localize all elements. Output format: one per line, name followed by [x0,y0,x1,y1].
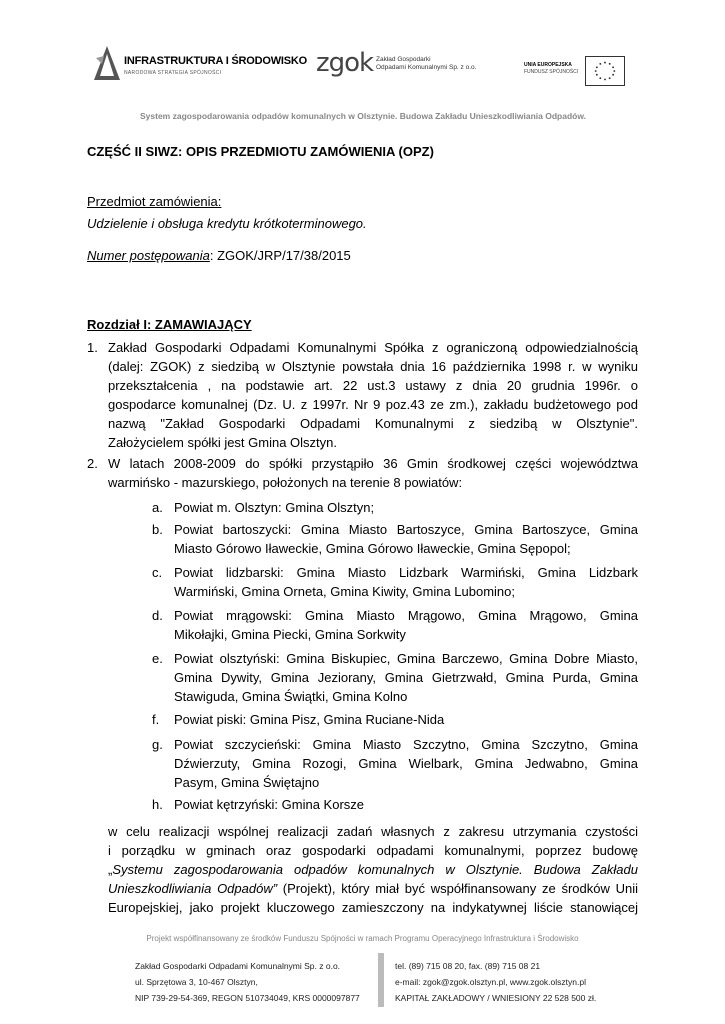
infra-subtitle: NARODOWA STRATEGIA SPÓJNOŚCI [124,70,222,76]
infra-title: INFRASTRUKTURA I ŚRODOWISKO [124,55,308,67]
item-1-line: Zakład Gospodarki Odpadami Komunalnymi Spółka z ograniczoną odpowiedzialnością [108,340,638,355]
item-1-paragraph [108,338,638,452]
sub-item-line: Powiat m. Olsztyn: Gmina Olsztyn; [174,500,375,515]
closing-project-name: Systemu zagospodarowania odpadów komunalnych w Olsztynie. Budowa Zakładu [112,862,638,877]
sub-item-line: Powiat piski: Gmina Pisz, Gmina Ruciane-Nida [174,712,445,727]
item-1-line: Założycielem spółki jest Gmina Olsztyn. [108,435,338,450]
sub-item-letter: g. [152,737,163,752]
sub-item-line: Powiat mrągowski: Gmina Miasto Mrągowo, Gmina Mrągowo, Gmina [174,608,638,623]
subject-text: Udzielenie i obsługa kredytu krótkoterminowego. [87,216,367,231]
footer-contact-info [395,958,596,1006]
sub-item-line: Pasym, Gmina Świętajno [174,775,320,790]
sub-item-d [174,606,638,644]
item-1-line: przekształcenia , na podstawie art. 22 ust.3 ustawy z dnia 20 grudnia 1996r. o [108,378,638,393]
sub-item-line: Warmiński, Gmina Orneta, Gmina Kiwity, Gmina Lubomino; [174,584,515,599]
item-1-number: 1. [87,340,98,355]
item-1-line: nazwą "Zakład Gospodarki Odpadami Komunalnymi z siedzibą w Olsztynie". [108,416,638,431]
closing-line: i porządku w gminach oraz gospodarki odpadami komunalnymi, poprzez budowę [108,843,638,858]
closing-quote-open: „ [108,862,113,877]
sub-item-g [174,735,638,792]
funding-footer-line: Projekt współfinansowany ze środków Funduszu Spójności w ramach Programu Operacyjnego Infrastruktura i Środowisko [146,934,579,943]
zgok-name-line-1: Zakład Gospodarki [376,56,431,63]
infrastruktura-emblem-icon [92,44,122,84]
footer-phone: tel. (89) 715 08 20, fax. (89) 715 08 21 [395,961,541,971]
eu-flag-icon [585,56,625,86]
zgok-logo [316,48,486,86]
sub-item-letter: a. [152,500,163,515]
sub-item-line: Gmina Dywity, Gmina Jeziorany, Gmina Gietrzwałd, Gmina Purda, Gmina [174,670,638,685]
eu-fund-label: FUNDUSZ SPÓJNOŚCI [524,69,579,75]
eu-label: UNIA EUROPEJSKA [524,62,572,68]
sub-item-line: Stawiguda, Gmina Świątki, Gmina Kolno [174,689,408,704]
procedure-number-label: Numer postępowania [87,248,210,263]
sub-item-a [174,498,638,517]
footer-address: ul. Sprzętowa 3, 10-467 Olsztyn, [135,977,258,987]
procedure-number-value: : ZGOK/JRP/17/38/2015 [209,248,351,263]
zgok-name-line-2: Odpadami Komunalnymi Sp. z o.o. [376,64,477,71]
closing-line [108,860,638,879]
sub-item-letter: e. [152,651,163,666]
subject-label: Przedmiot zamówienia: [87,194,222,209]
eu-logo [520,56,630,86]
chapter-heading: Rozdział I: ZAMAWIAJĄCY [87,317,252,332]
sub-item-line: Powiat kętrzyński: Gmina Korsze [174,797,365,812]
sub-item-line: Powiat lidzbarski: Gmina Miasto Lidzbark Warmiński, Gmina Lidzbark [174,565,638,580]
closing-line-rest: (Projekt), który miał być współfinansowany ze środków Unii [277,881,639,896]
sub-item-letter: h. [152,797,163,812]
document-title: CZĘŚĆ II SIWZ: OPIS PRZEDMIOTU ZAMÓWIENIA (OPZ) [87,144,434,159]
project-header-line: System zagospodarowania odpadów komunalnych w Olsztynie. Budowa Zakładu Unieszkodliwiania Odpadów. [139,111,586,121]
footer-divider [378,953,384,1007]
sub-item-letter: d. [152,608,163,623]
item-2-line: W latach 2008-2009 do spółki przystąpiło 36 Gmin środkowej części województwa [108,456,638,471]
sub-item-b [174,520,638,558]
sub-item-line: Powiat bartoszycki: Gmina Miasto Bartoszyce, Gmina Bartoszyce, Gmina [174,522,638,537]
procedure-number [87,246,351,265]
infrastruktura-logo [92,44,308,86]
sub-item-letter: b. [152,522,163,537]
item-1-line: gospodarce komunalnej (Dz. U. z 1997r. Nr 9 poz.43 ze zm.), zakładu budżetowego pod [108,397,638,412]
footer-email-www: e-mail: zgok@zgok.olsztyn.pl, www.zgok.olsztyn.pl [395,977,586,987]
item-2-number: 2. [87,456,98,471]
zgok-wordmark: zgok [316,48,374,78]
closing-project-name-cont: Unieszkodliwiania Odpadów” [108,881,278,896]
sub-item-line: Powiat szczycieński: Gmina Miasto Szczytno, Gmina Szczytno, Gmina [174,737,638,752]
item-2-line: warmińsko - mazurskiego, położonych na terenie 8 powiatów: [108,475,463,490]
sub-item-line: Mikołajki, Gmina Piecki, Gmina Sorkwity [174,627,406,642]
closing-line [108,879,638,898]
closing-line: w celu realizacji wspólnej realizacji zadań własnych z zakresu utrzymania czystości [108,824,638,839]
sub-item-letter: c. [152,565,163,580]
item-1-line: (dalej: ZGOK) z siedzibą w Olsztynie powstała dnia 16 października 1998 r. w wyniku [108,359,638,374]
footer-registration: NIP 739-29-54-369, REGON 510734049, KRS 0000097877 [135,993,360,1003]
footer-company-info [135,958,360,1006]
sub-item-line: Miasto Górowo Iławeckie, Gmina Górowo Iławeckie, Gmina Sępopol; [174,541,571,556]
sub-item-letter: f. [152,712,160,727]
footer-company-name: Zakład Gospodarki Odpadami Komunalnymi Sp. z o.o. [135,961,341,971]
footer-capital: KAPITAŁ ZAKŁADOWY / WNIESIONY 22 528 500 zł. [395,993,597,1003]
sub-item-f [174,710,638,729]
sub-item-e [174,649,638,706]
zgok-company-name [376,56,476,72]
sub-item-h [174,795,638,814]
sub-item-line: Dźwierzuty, Gmina Rozogi, Gmina Wielbark, Gmina Jedwabno, Gmina [174,756,638,771]
closing-paragraph [108,822,638,917]
item-2-paragraph [108,454,638,492]
sub-item-c [174,563,638,601]
closing-line: Europejskiej, jako projekt kluczowego zamieszczony na indykatywnej liście stanowiącej [108,900,638,915]
sub-item-line: Powiat olsztyński: Gmina Biskupiec, Gmina Barczewo, Gmina Dobre Miasto, [174,651,638,666]
